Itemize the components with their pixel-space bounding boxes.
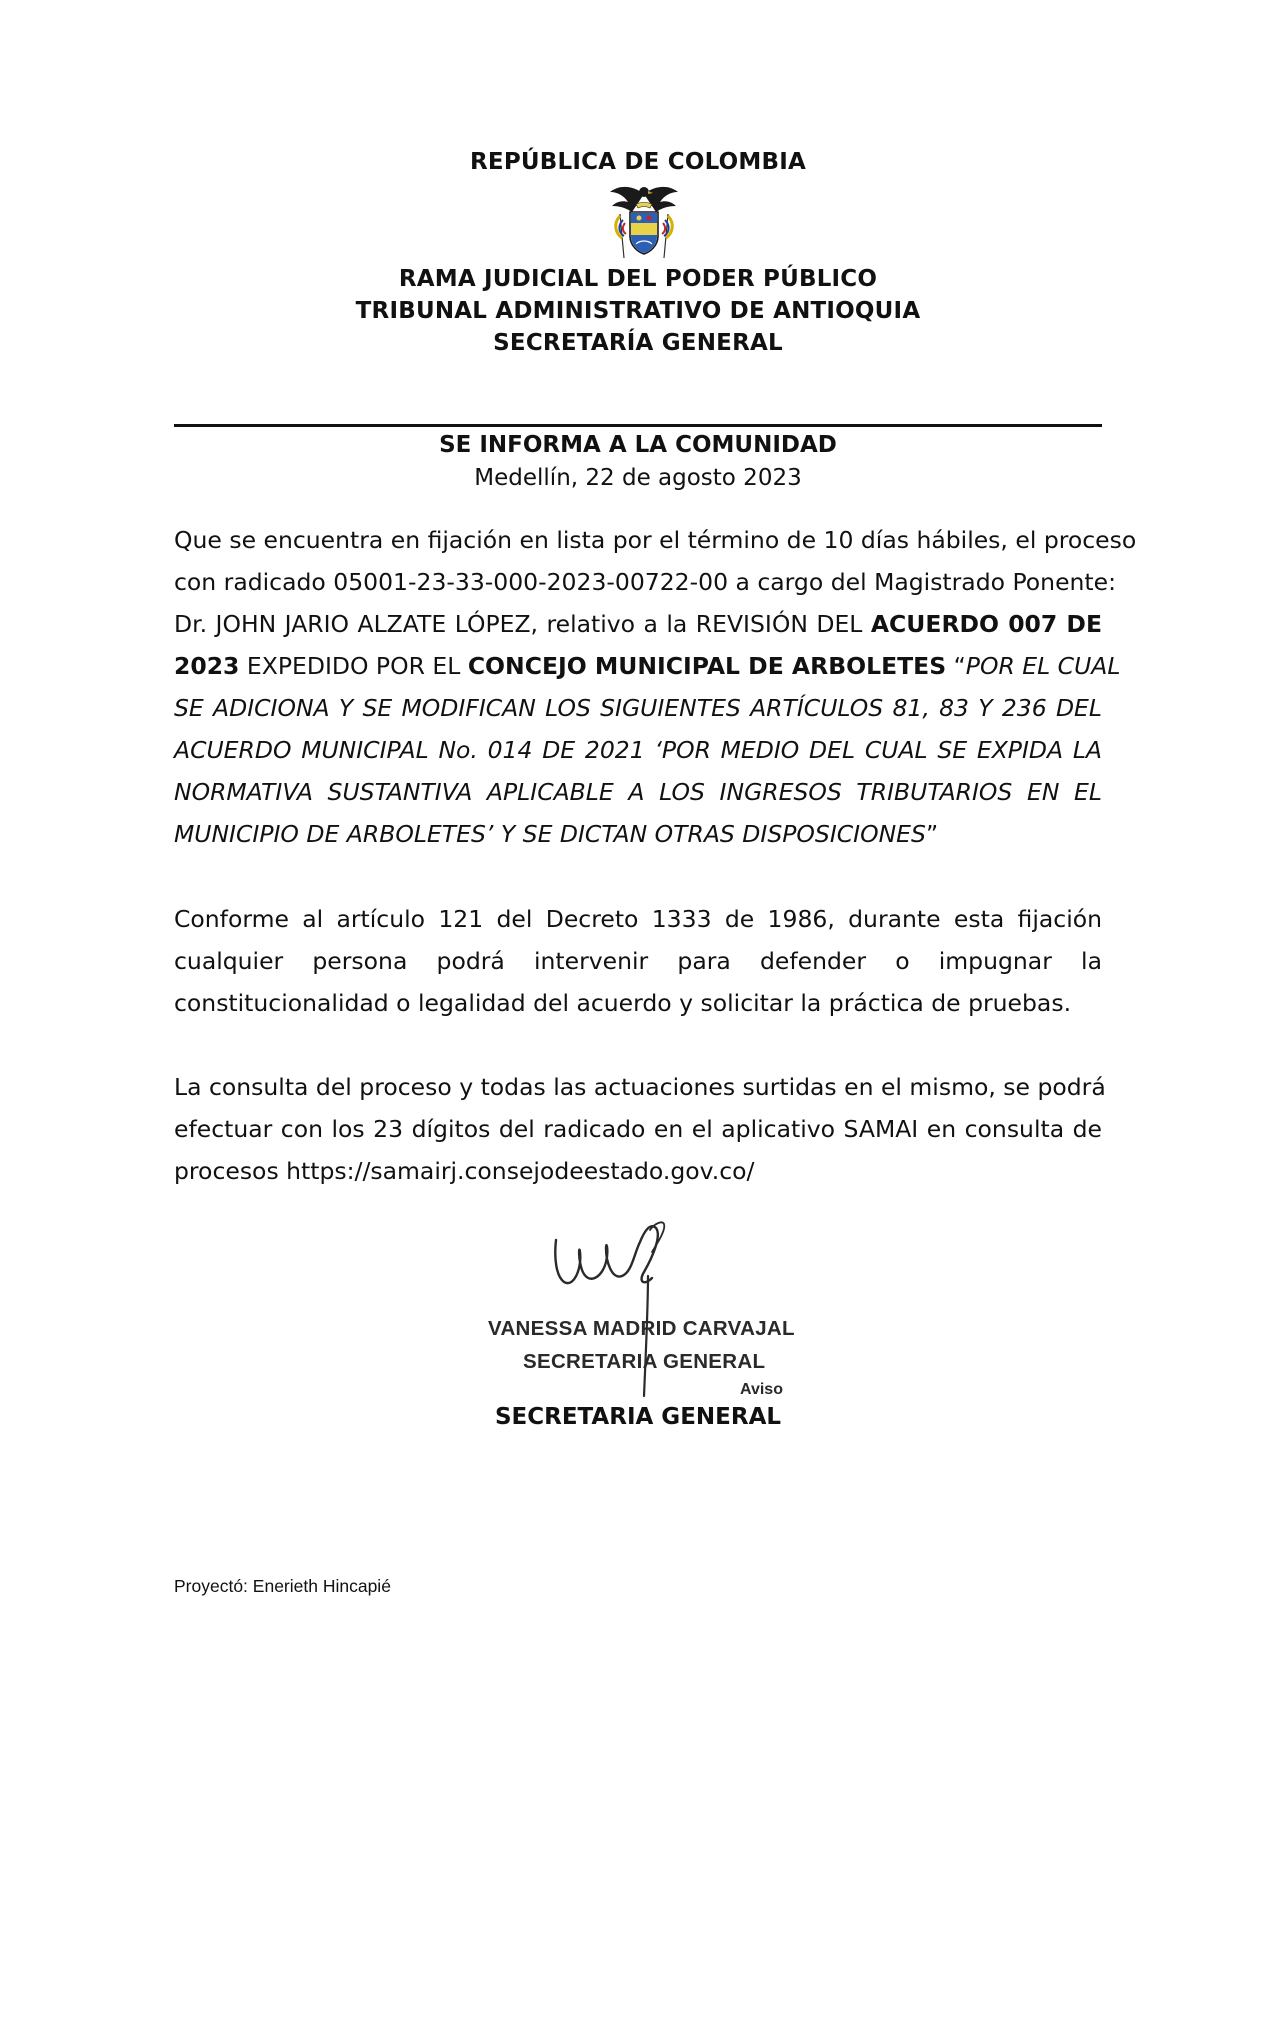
signer-role: SECRETARIA GENERAL [523, 1350, 766, 1373]
paragraph-line: con radicado 05001-23-33-000-2023-00722-00 a cargo del Magistrado Ponente: [174, 568, 1117, 596]
judicial-branch-heading: RAMA JUDICIAL DEL PODER PÚBLICO [398, 266, 878, 292]
quoted-title-end: MUNICIPIO DE ARBOLETES’ Y SE DICTAN OTRAS DISPOSICIONES [174, 820, 926, 848]
agreement-number: ACUERDO 007 DE [870, 610, 1102, 638]
agreement-year: 2023 [174, 652, 240, 680]
paragraph-line: Que se encuentra en fijación en lista por el término de 10 días hábiles, el proceso [174, 526, 1137, 554]
quoted-title-start: POR EL CUAL [965, 652, 1121, 680]
notice-title: SE INFORMA A LA COMUNIDAD [439, 432, 837, 458]
paragraph-line: constitucionalidad o legalidad del acuerdo y solicitar la práctica de pruebas. [174, 989, 1072, 1017]
header-divider [174, 424, 1102, 427]
notice-date: Medellín, 22 de agosto 2023 [474, 465, 802, 491]
secretariat-heading: SECRETARÍA GENERAL [493, 330, 783, 356]
quoted-title-line: NORMATIVA SUSTANTIVA APLICABLE A LOS INGRESOS TRIBUTARIOS EN EL [174, 778, 1102, 806]
paragraph-line: Conforme al artículo 121 del Decreto 1333 de 1986, durante esta fijación [174, 905, 1102, 933]
council-name: CONCEJO MUNICIPAL DE ARBOLETES [467, 652, 947, 680]
quoted-title-line: ACUERDO MUNICIPAL No. 014 DE 2021 ‘POR MEDIO DEL CUAL SE EXPIDA LA [174, 736, 1102, 764]
issued-by-text: EXPEDIDO POR EL [239, 652, 468, 680]
paragraph-legal-basis [174, 898, 1102, 1024]
open-quote: “ [946, 652, 966, 680]
paragraph-line: cualquier persona podrá intervenir para defender o impugnar la [174, 947, 1102, 975]
signer-name: VANESSA MADRID CARVAJAL [488, 1317, 795, 1340]
paragraph-fixation [174, 519, 1137, 855]
tribunal-heading: TRIBUNAL ADMINISTRATIVO DE ANTIOQUIA [355, 298, 921, 324]
magistrate-text: Dr. JOHN JARIO ALZATE LÓPEZ, relativo a la REVISIÓN DEL [174, 610, 871, 638]
paragraph-line: efectuar con los 23 dígitos del radicado en el aplicativo SAMAI en consulta de [174, 1115, 1102, 1143]
colombia-coat-of-arms-icon [606, 180, 682, 264]
quoted-title-line: SE ADICIONA Y SE MODIFICAN LOS SIGUIENTES ARTÍCULOS 81, 83 Y 236 DEL [174, 694, 1102, 722]
country-heading: REPÚBLICA DE COLOMBIA [470, 149, 806, 175]
signature-note: Aviso [740, 1381, 783, 1398]
projected-by-note: Proyectó: Enerieth Hincapié [174, 1576, 391, 1596]
paragraph-consultation [174, 1066, 1106, 1192]
paragraph-line [174, 813, 1102, 855]
closing-title: SECRETARIA GENERAL [494, 1404, 782, 1430]
paragraph-line [174, 603, 1102, 645]
close-quote: ” [925, 820, 939, 848]
samai-link-line: procesos https://samairj.consejodeestado.gov.co/ [174, 1157, 755, 1185]
paragraph-line: La consulta del proceso y todas las actuaciones surtidas en el mismo, se podrá [174, 1073, 1106, 1101]
paragraph-line [174, 645, 1121, 687]
